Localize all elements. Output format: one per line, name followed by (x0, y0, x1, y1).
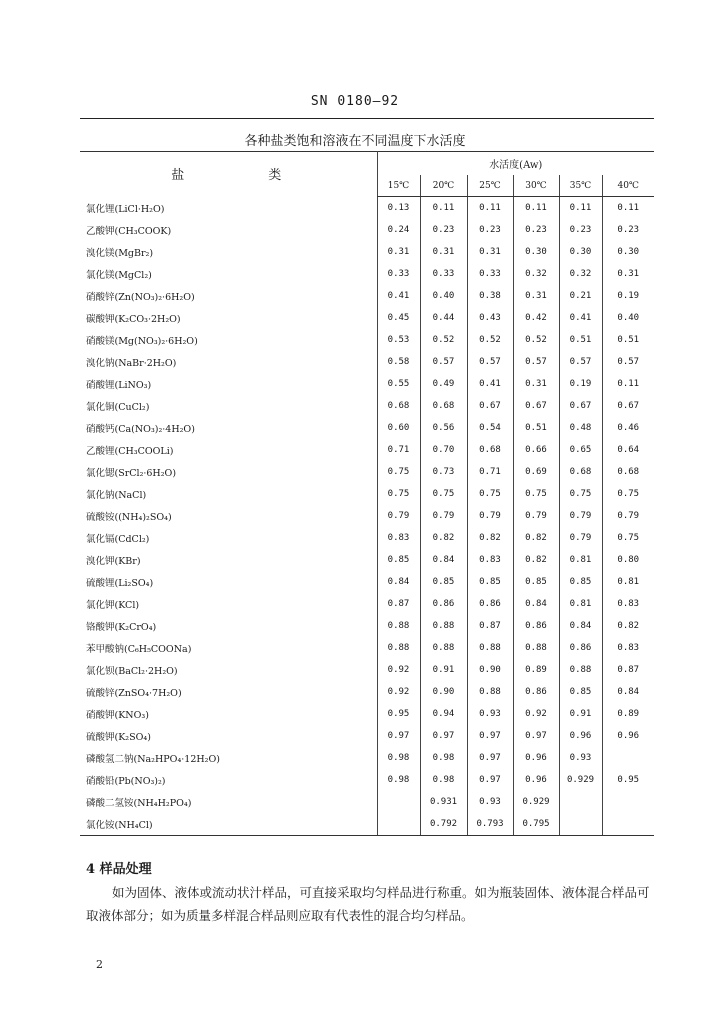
water-activity-value: 0.41 (467, 373, 513, 395)
water-activity-value: 0.97 (467, 769, 513, 791)
water-activity-value: 0.23 (513, 219, 559, 241)
water-activity-value: 0.70 (420, 439, 467, 461)
table-row (80, 241, 654, 263)
water-activity-value: 0.33 (467, 263, 513, 285)
water-activity-value: 0.73 (420, 461, 467, 483)
water-activity-value (559, 813, 602, 836)
water-activity-value: 0.85 (559, 681, 602, 703)
water-activity-value: 0.52 (467, 329, 513, 351)
salt-header-char-2: 类 (268, 168, 286, 184)
water-activity-value: 0.85 (420, 571, 467, 593)
water-activity-value: 0.85 (467, 571, 513, 593)
water-activity-value: 0.57 (467, 351, 513, 373)
water-activity-value: 0.32 (513, 263, 559, 285)
water-activity-value: 0.75 (513, 483, 559, 505)
water-activity-value: 0.52 (513, 329, 559, 351)
salt-name: 氯化镉(CdCl₂) (86, 534, 150, 545)
water-activity-value: 0.792 (420, 813, 467, 836)
water-activity-value: 0.54 (467, 417, 513, 439)
water-activity-value: 0.31 (513, 373, 559, 395)
water-activity-value: 0.95 (377, 703, 420, 725)
salt-name: 氯化钠(NaCl) (86, 490, 147, 501)
water-activity-value: 0.91 (420, 659, 467, 681)
water-activity-value: 0.44 (420, 307, 467, 329)
water-activity-value: 0.82 (513, 527, 559, 549)
salt-name: 硝酸锂(LiNO₃) (86, 380, 152, 391)
water-activity-value: 0.41 (377, 285, 420, 307)
water-activity-value: 0.65 (559, 439, 602, 461)
table-row (80, 527, 654, 549)
water-activity-value: 0.13 (377, 197, 420, 220)
water-activity-value: 0.30 (602, 241, 654, 263)
water-activity-value: 0.71 (467, 461, 513, 483)
water-activity-value: 0.98 (420, 747, 467, 769)
table-row (80, 351, 654, 373)
water-activity-value: 0.23 (467, 219, 513, 241)
water-activity-value: 0.31 (377, 241, 420, 263)
water-activity-value: 0.79 (602, 505, 654, 527)
water-activity-value: 0.80 (602, 549, 654, 571)
water-activity-value: 0.86 (513, 681, 559, 703)
water-activity-value: 0.795 (513, 813, 559, 836)
water-activity-value: 0.23 (559, 219, 602, 241)
water-activity-value (559, 791, 602, 813)
water-activity-value: 0.41 (559, 307, 602, 329)
water-activity-value: 0.68 (559, 461, 602, 483)
water-activity-value: 0.38 (467, 285, 513, 307)
water-activity-value: 0.11 (420, 197, 467, 220)
water-activity-value: 0.68 (377, 395, 420, 417)
water-activity-value: 0.929 (559, 769, 602, 791)
water-activity-value: 0.19 (559, 373, 602, 395)
water-activity-value: 0.68 (420, 395, 467, 417)
water-activity-value: 0.75 (602, 527, 654, 549)
table-row (80, 439, 654, 461)
section-body: 如为固体、液体或流动状汁样品，可直接采取均匀样品进行称重。如为瓶装固体、液体混合样品可取液体部分；如为质量多样混合样品则应取有代表性的混合均匀样品。 (86, 885, 650, 923)
temperature-header: 40℃ (602, 175, 654, 197)
water-activity-value: 0.51 (513, 417, 559, 439)
water-activity-value (377, 813, 420, 836)
table-row (80, 483, 654, 505)
water-activity-value: 0.97 (420, 725, 467, 747)
salt-name: 苯甲酸钠(C₆H₅COONa) (86, 644, 192, 655)
standard-code: SN 0180—92 (310, 94, 400, 109)
salt-name: 乙酸锂(CH₃COOLi) (86, 446, 174, 457)
salt-name: 硝酸锌(Zn(NO₃)₂·6H₂O) (86, 292, 195, 303)
water-activity-value: 0.87 (602, 659, 654, 681)
table-row (80, 769, 654, 791)
water-activity-value: 0.931 (420, 791, 467, 813)
water-activity-value: 0.55 (377, 373, 420, 395)
table-body (80, 197, 654, 836)
water-activity-value: 0.46 (602, 417, 654, 439)
salt-name: 氯化铜(CuCl₂) (86, 402, 150, 413)
water-activity-value: 0.66 (513, 439, 559, 461)
water-activity-value: 0.84 (420, 549, 467, 571)
water-activity-value: 0.31 (513, 285, 559, 307)
salt-column-header (80, 151, 377, 197)
table-row (80, 659, 654, 681)
table-row (80, 461, 654, 483)
water-activity-value: 0.82 (467, 527, 513, 549)
salt-name: 乙酸钾(CH₃COOK) (86, 226, 172, 237)
water-activity-value: 0.89 (513, 659, 559, 681)
water-activity-value: 0.75 (602, 483, 654, 505)
water-activity-value: 0.84 (559, 615, 602, 637)
water-activity-value: 0.93 (467, 703, 513, 725)
water-activity-value: 0.32 (559, 263, 602, 285)
water-activity-value: 0.88 (513, 637, 559, 659)
table-row (80, 307, 654, 329)
water-activity-value: 0.23 (602, 219, 654, 241)
water-activity-value: 0.11 (559, 197, 602, 220)
water-activity-value: 0.86 (513, 615, 559, 637)
water-activity-value: 0.58 (377, 351, 420, 373)
water-activity-value: 0.84 (513, 593, 559, 615)
water-activity-value: 0.79 (420, 505, 467, 527)
water-activity-value: 0.87 (467, 615, 513, 637)
water-activity-value: 0.75 (377, 461, 420, 483)
water-activity-header: 水活度(Aw) (377, 151, 654, 175)
water-activity-value: 0.82 (513, 549, 559, 571)
water-activity-value: 0.51 (602, 329, 654, 351)
water-activity-value: 0.96 (513, 747, 559, 769)
water-activity-value: 0.60 (377, 417, 420, 439)
water-activity-value: 0.79 (513, 505, 559, 527)
water-activity-value: 0.88 (377, 615, 420, 637)
table-row (80, 219, 654, 241)
water-activity-value: 0.52 (420, 329, 467, 351)
table-row (80, 725, 654, 747)
table-row (80, 637, 654, 659)
salt-name: 氯化锂(LiCl·H₂O) (86, 203, 165, 215)
table-row (80, 747, 654, 769)
salt-name: 溴化钾(KBr) (86, 556, 141, 567)
water-activity-value: 0.93 (559, 747, 602, 769)
water-activity-value: 0.92 (377, 681, 420, 703)
water-activity-value: 0.67 (559, 395, 602, 417)
table-row (80, 395, 654, 417)
water-activity-value: 0.98 (420, 769, 467, 791)
water-activity-value: 0.43 (467, 307, 513, 329)
table-row (80, 593, 654, 615)
water-activity-value: 0.51 (559, 329, 602, 351)
water-activity-value: 0.57 (602, 351, 654, 373)
water-activity-value: 0.92 (513, 703, 559, 725)
water-activity-value: 0.57 (559, 351, 602, 373)
water-activity-value: 0.83 (377, 527, 420, 549)
water-activity-value: 0.11 (467, 197, 513, 220)
water-activity-value: 0.30 (559, 241, 602, 263)
salt-name: 磷酸二氢铵(NH₄H₂PO₄) (86, 798, 192, 809)
water-activity-value: 0.83 (602, 593, 654, 615)
salt-name: 硝酸铅(Pb(NO₃)₂) (86, 776, 166, 787)
water-activity-value: 0.84 (602, 681, 654, 703)
water-activity-value: 0.67 (513, 395, 559, 417)
table-row (80, 505, 654, 527)
water-activity-value (602, 747, 654, 769)
table-row (80, 703, 654, 725)
water-activity-value: 0.94 (420, 703, 467, 725)
water-activity-value: 0.96 (513, 769, 559, 791)
water-activity-value: 0.24 (377, 219, 420, 241)
water-activity-value: 0.53 (377, 329, 420, 351)
water-activity-value: 0.84 (377, 571, 420, 593)
table-row (80, 791, 654, 813)
water-activity-value: 0.21 (559, 285, 602, 307)
salt-name: 硝酸镁(Mg(NO₃)₂·6H₂O) (86, 336, 198, 347)
water-activity-value: 0.90 (467, 659, 513, 681)
water-activity-value: 0.79 (559, 505, 602, 527)
water-activity-value: 0.49 (420, 373, 467, 395)
water-activity-value: 0.91 (559, 703, 602, 725)
salt-name: 氯化镁(MgCl₂) (86, 270, 152, 281)
table-row (80, 681, 654, 703)
water-activity-value: 0.56 (420, 417, 467, 439)
water-activity-value: 0.81 (559, 549, 602, 571)
water-activity-value: 0.88 (377, 637, 420, 659)
water-activity-value (602, 791, 654, 813)
table-row (80, 373, 654, 395)
water-activity-value: 0.67 (467, 395, 513, 417)
water-activity-value: 0.81 (602, 571, 654, 593)
water-activity-value: 0.40 (602, 307, 654, 329)
water-activity-value: 0.69 (513, 461, 559, 483)
water-activity-value: 0.33 (420, 263, 467, 285)
water-activity-value: 0.89 (602, 703, 654, 725)
salt-name: 硝酸钙(Ca(NO₃)₂·4H₂O) (86, 424, 195, 435)
salt-name: 铬酸钾(K₂CrO₄) (86, 622, 157, 633)
water-activity-value: 0.83 (602, 637, 654, 659)
water-activity-value: 0.95 (602, 769, 654, 791)
water-activity-value: 0.83 (467, 549, 513, 571)
water-activity-value: 0.93 (467, 791, 513, 813)
water-activity-value: 0.92 (377, 659, 420, 681)
salt-header-char-1: 盐 (171, 168, 189, 184)
water-activity-table (80, 151, 654, 836)
salt-name: 磷酸氢二钠(Na₂HPO₄·12H₂O) (86, 754, 220, 765)
water-activity-value: 0.82 (602, 615, 654, 637)
water-activity-value: 0.45 (377, 307, 420, 329)
water-activity-value: 0.67 (602, 395, 654, 417)
table-row (80, 813, 654, 836)
table-row (80, 571, 654, 593)
water-activity-value: 0.88 (420, 615, 467, 637)
table-row (80, 197, 654, 220)
water-activity-value: 0.85 (559, 571, 602, 593)
water-activity-value (602, 813, 654, 836)
water-activity-value: 0.75 (420, 483, 467, 505)
page-number: 2 (96, 958, 103, 971)
water-activity-value: 0.23 (420, 219, 467, 241)
water-activity-value: 0.31 (420, 241, 467, 263)
salt-name: 碳酸钾(K₂CO₃·2H₂O) (86, 314, 181, 325)
water-activity-value: 0.40 (420, 285, 467, 307)
water-activity-value: 0.64 (602, 439, 654, 461)
water-activity-value: 0.86 (559, 637, 602, 659)
water-activity-value: 0.88 (467, 681, 513, 703)
section-heading: 4 样品处理 (86, 862, 152, 877)
water-activity-value (377, 791, 420, 813)
water-activity-value: 0.75 (377, 483, 420, 505)
water-activity-value: 0.57 (420, 351, 467, 373)
table-row (80, 615, 654, 637)
water-activity-value: 0.96 (602, 725, 654, 747)
water-activity-value: 0.87 (377, 593, 420, 615)
water-activity-value: 0.79 (559, 527, 602, 549)
salt-name: 硫酸锂(Li₂SO₄) (86, 578, 154, 589)
water-activity-value: 0.30 (513, 241, 559, 263)
water-activity-value: 0.82 (420, 527, 467, 549)
salt-name: 硫酸锌(ZnSO₄·7H₂O) (86, 688, 182, 699)
water-activity-value: 0.96 (559, 725, 602, 747)
water-activity-value: 0.48 (559, 417, 602, 439)
water-activity-value: 0.75 (559, 483, 602, 505)
temperature-header: 35℃ (559, 175, 602, 197)
water-activity-value: 0.68 (467, 439, 513, 461)
salt-name: 溴化钠(NaBr·2H₂O) (86, 358, 177, 369)
water-activity-value: 0.88 (467, 637, 513, 659)
temperature-header: 20℃ (420, 175, 467, 197)
water-activity-value: 0.11 (602, 197, 654, 220)
salt-name: 氯化钾(KCl) (86, 600, 140, 611)
water-activity-value: 0.57 (513, 351, 559, 373)
table-row (80, 285, 654, 307)
water-activity-value: 0.31 (467, 241, 513, 263)
water-activity-value: 0.98 (377, 747, 420, 769)
water-activity-value: 0.88 (559, 659, 602, 681)
water-activity-value: 0.98 (377, 769, 420, 791)
water-activity-value: 0.79 (467, 505, 513, 527)
salt-name: 硫酸钾(K₂SO₄) (86, 732, 151, 743)
top-rule (80, 118, 654, 119)
water-activity-value: 0.929 (513, 791, 559, 813)
salt-name: 溴化镁(MgBr₂) (86, 248, 154, 259)
table-row (80, 263, 654, 285)
water-activity-value: 0.11 (602, 373, 654, 395)
water-activity-value: 0.85 (377, 549, 420, 571)
water-activity-value: 0.11 (513, 197, 559, 220)
table-row (80, 549, 654, 571)
salt-name: 硫酸铵((NH₄)₂SO₄) (86, 512, 172, 523)
table-title: 各种盐类饱和溶液在不同温度下水活度 (244, 134, 466, 149)
water-activity-value: 0.79 (377, 505, 420, 527)
water-activity-value: 0.68 (602, 461, 654, 483)
water-activity-value: 0.97 (377, 725, 420, 747)
water-activity-value: 0.88 (420, 637, 467, 659)
table-row (80, 417, 654, 439)
salt-name: 硝酸钾(KNO₃) (86, 710, 149, 721)
table-row (80, 329, 654, 351)
water-activity-value: 0.97 (513, 725, 559, 747)
temperature-header: 15℃ (377, 175, 420, 197)
water-activity-value: 0.31 (602, 263, 654, 285)
temperature-header: 25℃ (467, 175, 513, 197)
water-activity-value: 0.75 (467, 483, 513, 505)
water-activity-value: 0.86 (467, 593, 513, 615)
temperature-header: 30℃ (513, 175, 559, 197)
water-activity-value: 0.71 (377, 439, 420, 461)
water-activity-value: 0.90 (420, 681, 467, 703)
water-activity-value: 0.793 (467, 813, 513, 836)
water-activity-value: 0.97 (467, 725, 513, 747)
salt-name: 氯化铵(NH₄Cl) (80, 813, 377, 836)
water-activity-value: 0.97 (467, 747, 513, 769)
water-activity-value: 0.42 (513, 307, 559, 329)
water-activity-value: 0.81 (559, 593, 602, 615)
water-activity-value: 0.85 (513, 571, 559, 593)
water-activity-value: 0.86 (420, 593, 467, 615)
water-activity-value: 0.33 (377, 263, 420, 285)
salt-name: 氯化锶(SrCl₂·6H₂O) (86, 468, 177, 479)
salt-name: 氯化钡(BaCl₂·2H₂O) (86, 666, 178, 677)
water-activity-value: 0.19 (602, 285, 654, 307)
